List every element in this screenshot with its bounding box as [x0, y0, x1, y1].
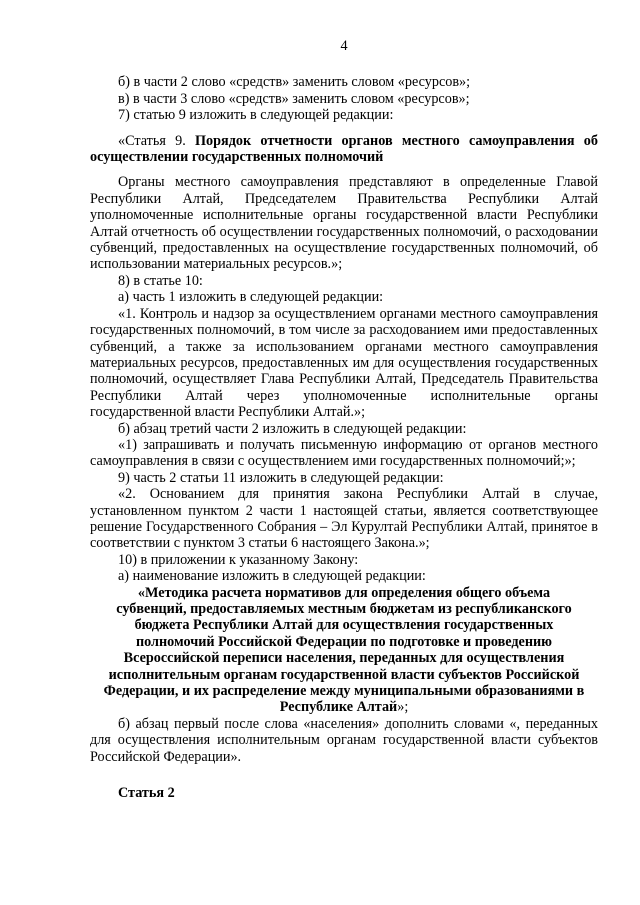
amend-line-7: 7) статью 9 изложить в следующей редакции:: [118, 107, 394, 124]
article-9-title: Порядок отчетности органов местного самоуправления об осуществлении государственных полномочий: [90, 132, 598, 166]
item-8: 8) в статье 10:: [118, 272, 203, 289]
article-9-body: Органы местного самоуправления представляют в определенные Главой Республики Алтай, Председателем Правительства Республики Алтай уполномоченные исполнительные органы государственной власти Республики Алтай отчетность об осуществлении государственных полномочий, о расходовании субвенций, предоставленных на осуществление государственных полномочий, об использовании материальных ресурсов.»;: [90, 174, 598, 273]
item-10a: а) наименование изложить в следующей редакции:: [118, 568, 426, 585]
item-8b: б) абзац третий части 2 изложить в следующей редакции:: [118, 420, 467, 437]
methodology-title-tail: »;: [397, 699, 409, 716]
item-8a: а) часть 1 изложить в следующей редакции:: [118, 289, 384, 306]
item-9: 9) часть 2 статьи 11 изложить в следующей редакции:: [118, 469, 444, 486]
methodology-title: «Методика расчета нормативов для определения общего объема субвенций, предоставляемых местным бюджетам из республиканского бюджета Республики Алтай для осуществления государственных полномочий Российской Федерации по подготовке и проведению Всероссийской переписи населения, переданных для осуществления исполнительным органам государственной власти субъектов Российской Федерации, и их распределение между муниципальными образованиями в Республике Алтай: [103, 584, 585, 716]
item-8a-text: «1. Контроль и надзор за осуществлением органами местного самоуправления государственных полномочий, в том числе за расходованием ими предоставленных субвенций, а также за использованием органами местного самоуправления материальных ресурсов, предоставленных им для осуществления государственных полномочий, осуществляет Глава Республики Алтай, Председатель Правительства Республики Алтай через уполномоченные исполнительные органы государственной власти Республики Алтай.»;: [90, 305, 598, 421]
item-10: 10) в приложении к указанному Закону:: [118, 551, 359, 568]
article-9-prefix: «Статья 9.: [118, 132, 196, 149]
item-10a-title: [90, 585, 598, 716]
item-10b: б) абзац первый после слова «населения» дополнить словами «, переданных для осуществления исполнительным органам государственной власти субъектов Российской Федерации».: [90, 715, 598, 765]
item-9-text: «2. Основанием для принятия закона Республики Алтай в случае, установленном пунктом 2 части 1 настоящей статьи, является соответствующее решение Государственного Собрания – Эл Курултай Республики Алтай, принятое в соответствии с пунктом 3 статьи 6 настоящего Закона.»;: [90, 486, 598, 552]
item-8b-text: «1) запрашивать и получать письменную информацию от органов местного самоуправления в связи с осуществлением ими государственных полномочий;»;: [90, 436, 598, 470]
article-2-heading: Статья 2: [118, 785, 175, 802]
page-number: 4: [340, 38, 348, 54]
amend-line-v: в) в части 3 слово «средств» заменить словом «ресурсов»;: [118, 90, 470, 107]
amend-line-b: б) в части 2 слово «средств» заменить словом «ресурсов»;: [118, 74, 471, 91]
article-9-heading: [90, 133, 598, 166]
